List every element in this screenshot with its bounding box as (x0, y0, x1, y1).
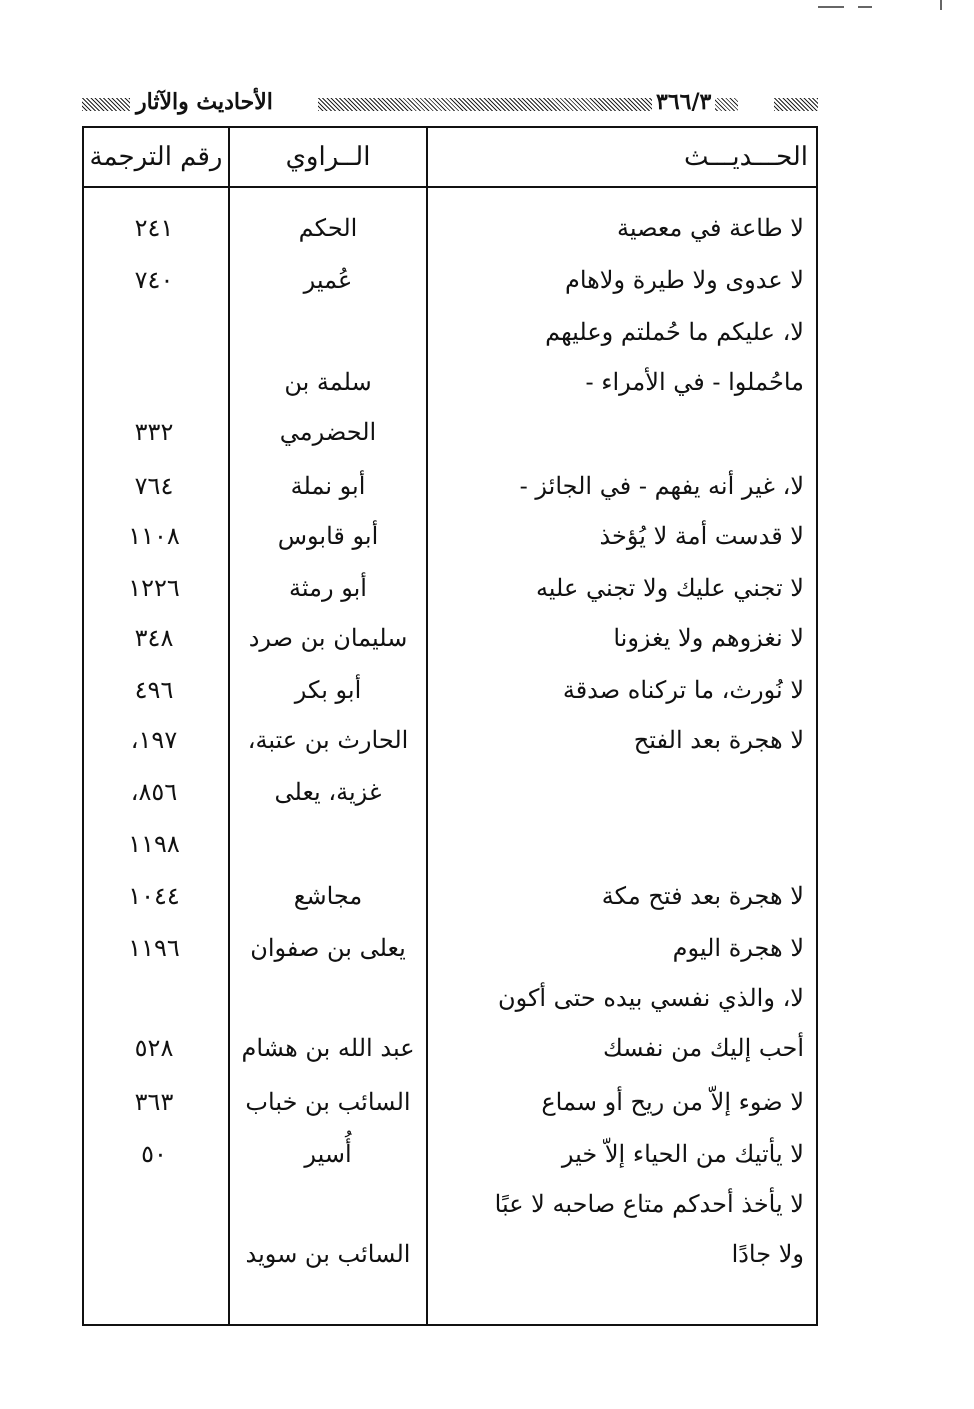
running-header (82, 91, 818, 117)
scan-speck (940, 0, 942, 10)
header-ornament (774, 98, 818, 111)
hadith-text: لا تجني عليك ولا تجني عليه (535, 574, 804, 602)
narrator-name: الحضرمي (279, 418, 377, 446)
bio-number: ٣٤٨ (134, 624, 174, 652)
column-header-narrator: الــراوي (285, 142, 371, 172)
hadith-text: ماحُملوا - في الأمراء - (585, 368, 804, 396)
narrator-name: أُسير (304, 1140, 352, 1168)
narrator-name: سلمة بن (284, 368, 372, 396)
hadith-text: أحب إليك من نفسك (603, 1034, 804, 1062)
hadith-text: لا هجرة بعد فتح مكة (601, 882, 804, 910)
bio-number: ١١٩٦ (128, 934, 180, 962)
hadith-text: ولا جادًا (731, 1240, 804, 1268)
hadith-text: لا ضوء إلاّ من ريح أو سماع (541, 1088, 804, 1116)
narrator-name: أبو بكر (294, 676, 362, 704)
bio-number: ٣٣٢ (134, 418, 174, 446)
bio-number: ٥٠ (141, 1140, 167, 1168)
bio-number: ٧٤٠ (134, 266, 174, 294)
narrator-name: عُمير (303, 266, 353, 294)
book-title: الأحاديث والآثار (132, 89, 277, 115)
page-reference: ٣٦٦/٣ (652, 89, 715, 115)
bio-number: ١٢٢٦ (128, 574, 180, 602)
bio-number: ٤٩٦ (134, 676, 174, 704)
scan-speck (858, 6, 872, 8)
column-header-hadith: الحـــديـــث (683, 142, 808, 172)
header-divider (84, 186, 816, 188)
narrator-name: الحكم (298, 214, 358, 242)
bio-number: ٨٥٦، (130, 778, 178, 806)
narrator-name: السائب بن خباب (245, 1088, 411, 1116)
narrator-name: عبد الله بن هشام (241, 1034, 415, 1062)
hadith-text: لا نغزوهم ولا يغزونا (613, 624, 804, 652)
bio-number: ٢٤١ (134, 214, 174, 242)
hadith-text: لا، والذي نفسي بيده حتى أكون (497, 984, 804, 1012)
column-header-bio-number: رقم الترجمة (89, 142, 223, 172)
hadith-text: لا نُورث، ما تركناه صدقة (562, 676, 804, 704)
scan-speck (818, 6, 844, 8)
hadith-text: لا طاعة في معصية (616, 214, 804, 242)
hadith-text: لا قدست أمة لا يُؤخذ (599, 522, 804, 550)
narrator-name: سليمان بن صرد (248, 624, 408, 652)
hadith-text: لا، غير أنه يفهم - في الجائز - (519, 472, 804, 500)
hadith-text: لا يأخذ أحدكم متاع صاحبه لا عبًا (494, 1190, 804, 1218)
narrator-name: مجاشع (293, 882, 363, 910)
narrator-name: أبو رمثة (289, 574, 367, 602)
narrator-name: السائب بن سويد (245, 1240, 411, 1268)
bio-number: ١٠٤٤ (128, 882, 180, 910)
bio-number: ٣٦٣ (134, 1088, 174, 1116)
narrator-name: أبو قابوس (277, 522, 379, 550)
hadith-table (82, 126, 818, 1326)
bio-number: ١٩٧، (130, 726, 178, 754)
bio-number: ١١٠٨ (128, 522, 180, 550)
narrator-name: أبو نملة (290, 472, 366, 500)
narrator-name: يعلى بن صفوان (250, 934, 406, 962)
hadith-text: لا هجرة اليوم (672, 934, 804, 962)
hadith-text: لا هجرة بعد الفتح (633, 726, 804, 754)
hadith-text: لا يأتيك من الحياء إلاّ خير (561, 1140, 804, 1168)
hadith-text: لا عدوى ولا طيرة ولاهام (564, 266, 804, 294)
header-ornament (82, 98, 130, 111)
narrator-name: الحارث بن عتبة، (247, 726, 409, 754)
column-divider (426, 128, 428, 1324)
bio-number: ٥٢٨ (134, 1034, 174, 1062)
hadith-text: لا، عليكم ما حُملتم وعليهم (545, 318, 804, 346)
bio-number: ١١٩٨ (128, 830, 180, 858)
bio-number: ٧٦٤ (134, 472, 174, 500)
narrator-name: غزية، يعلى (274, 778, 382, 806)
